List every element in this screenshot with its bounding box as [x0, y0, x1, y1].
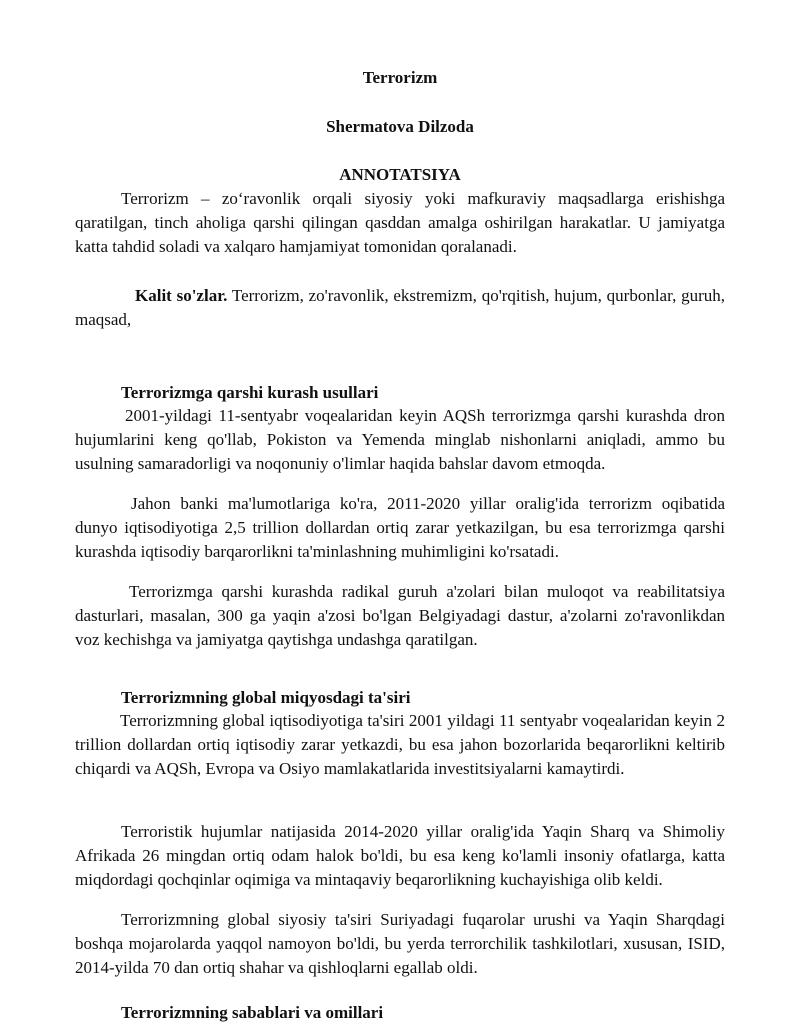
keywords-label: Kalit so'zlar.	[135, 286, 228, 305]
section-heading-methods: Terrorizmga qarshi kurash usullari	[121, 383, 379, 402]
paragraph-methods-2: Jahon banki ma'lumotlariga ko'ra, 2011-2020 yillar oralig'ida terrorizm oqibatida dunyo iqtisodiyotiga 2,5 trillion dollardan ortiq zarar yetkazilgan, bu esa terrorizmga qarshi kurashda iqtisodiy barqarorlikni ta'minlashning muhimligini ko'rsatadi.	[75, 494, 725, 561]
annotation-heading: ANNOTATSIYA	[339, 165, 461, 184]
paragraph-methods-1: 2001-yildagi 11-sentyabr voqealaridan keyin AQSh terrorizmga qarshi kurashda dron hujumlarini keng qo'llab, Pokiston va Yemenda minglab nishonlarni aniqladi, ammo bu usulning samaradorligi va noqonuniy o'limlar haqida bahslar davom etmoqda.	[75, 406, 725, 473]
paragraph-global-3: Terrorizmning global siyosiy ta'siri Suriyadagi fuqarolar urushi va Yaqin Sharqdagi boshqa mojarolarda yaqqol namoyon bo'ldi, bu yerda terrorchilik tashkilotlari, xususan, ISID, 2014-yilda 70 dan ortiq shahar va qishloqlarni egallab oldi.	[75, 910, 725, 977]
paragraph-global-1: Terrorizmning global iqtisodiyotiga ta'siri 2001 yildagi 11 sentyabr voqealaridan keyin 2 trillion dollardan ortiq iqtisodiy zarar yetkazdi, bu esa jahon bozorlarida beqarorlikni keltirib chiqardi va AQSh, Evropa va Osiyo mamlakatlarida investitsiyalarni kamaytirdi.	[75, 711, 725, 778]
author-name: Shermatova Dilzoda	[326, 117, 474, 136]
paragraph-global-2: Terroristik hujumlar natijasida 2014-2020 yillar oralig'ida Yaqin Sharq va Shimoliy Afrikada 26 mingdan ortiq odam halok bo'ldi, bu esa keng ko'lamli insoniy ofatlarga, katta miqdordagi qochqinlar oqimiga va mintaqaviy beqarorlikning kuchayishiga olib keldi.	[75, 822, 725, 889]
section-heading-causes: Terrorizmning sabablari va omillari	[121, 1003, 384, 1022]
section-heading-global-impact: Terrorizmning global miqyosdagi ta'siri	[121, 688, 411, 707]
annotation-paragraph: Terrorizm – zo‘ravonlik orqali siyosiy yoki mafkuraviy maqsadlarga erishishga qaratilgan, tinch aholiga qarshi qilingan qasddan amalga oshirilgan harakatlar. U jamiyatga katta tahdid soladi va xalqaro hamjamiyat tomonidan qoralanadi.	[75, 189, 725, 256]
keywords-paragraph	[75, 284, 725, 332]
document-title: Terrorizm	[362, 68, 438, 87]
paragraph-methods-3: Terrorizmga qarshi kurashda radikal guruh a'zolari bilan muloqot va reabilitatsiya dasturlari, masalan, 300 ga yaqin a'zosi bo'lgan Belgiyadagi dastur, a'zolarni zo'ravonlikdan voz kechishga va jamiyatga qaytishga undashga qaratilgan.	[75, 582, 725, 649]
keywords-text: Terrorizm, zo'ravonlik, ekstremizm, qo'rqitish, hujum, qurbonlar, guruh, maqsad,	[75, 286, 725, 329]
